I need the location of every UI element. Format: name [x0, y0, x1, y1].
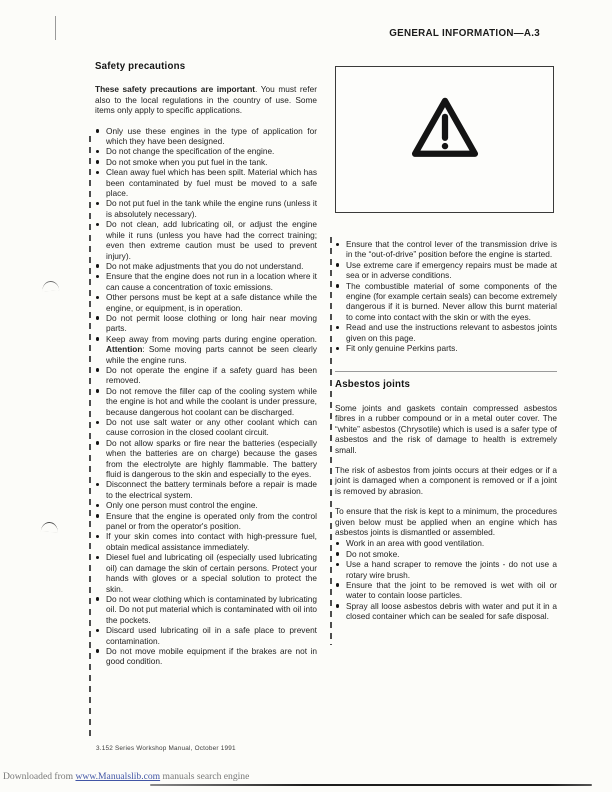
scan-edge-line: [150, 784, 592, 786]
list-item: Discard used lubricating oil in a safe place to prevent contamination.: [95, 625, 317, 646]
left-column: [95, 62, 317, 667]
page-header-title: GENERAL INFORMATION—A.3: [389, 28, 540, 39]
list-item: Do not smoke when you put fuel in the tank.: [95, 157, 317, 167]
list-item: Do not operate the engine if a safety guard has been removed.: [95, 365, 317, 386]
asbestos-joints-heading: Asbestos joints: [335, 379, 411, 391]
list-item: Fit only genuine Perkins parts.: [335, 343, 557, 353]
watermark-suffix: manuals search engine: [160, 771, 250, 782]
warning-triangle-icon: [410, 96, 480, 160]
list-item: Do not make adjustments that you do not understand.: [95, 261, 317, 271]
safety-precautions-heading: Safety precautions: [95, 61, 186, 72]
watermark: [3, 771, 249, 782]
list-item: Disconnect the battery terminals before a repair is made to the electrical system.: [95, 479, 317, 500]
list-item: Do not put fuel in the tank while the engine runs (unless it is absolutely necessary).: [95, 198, 317, 219]
list-item: Do not smoke.: [335, 549, 557, 559]
list-item: Do not use salt water or any other coolant which can cause corrosion in the closed coolant circuit.: [95, 417, 317, 438]
section-divider: [335, 371, 557, 372]
list-item: Work in an area with good ventilation.: [335, 538, 557, 548]
list-item: Use a hand scraper to remove the joints - do not use a rotary wire brush.: [335, 559, 557, 580]
footer-text: 3.152 Series Workshop Manual, October 1991: [96, 745, 236, 752]
list-item: Do not wear clothing which is contaminated by lubricating oil. Do not put material which is contaminated with oil into the pockets.: [95, 594, 317, 625]
list-item: Do not allow sparks or fire near the batteries (especially when the batteries are on charge) because the gases from the electrolyte are highly flammable. The battery fluid is dangerous to the skin and especially to the eyes.: [95, 438, 317, 480]
list-item: Use extreme care if emergency repairs must be made at sea or in adverse conditions.: [335, 260, 557, 281]
asbestos-paragraph-1: Some joints and gaskets contain compressed asbestos fibres in a rubber compound or in a metal outer cover. The “white” asbestos (Chrysotile) which is used is a safer type of asbestos and the risk of damage to health is extremely small.: [335, 402, 557, 455]
transmission-bullet-list: [335, 239, 557, 353]
safety-bullet-list: [95, 126, 317, 667]
list-item: Do not remove the filler cap of the cooling system while the engine is hot and while the coolant is under pressure, because dangerous hot coolant can be discharged.: [95, 386, 317, 417]
list-item: Only one person must control the engine.: [95, 500, 317, 510]
list-item: Only use these engines in the type of application for which they have been designed.: [95, 126, 317, 147]
safety-intro-paragraph: These safety precautions are important. You must refer also to the local regulations in the country of use. Some items only apply to specific applications.: [95, 84, 317, 116]
scan-artifact-mark: [41, 522, 59, 533]
list-item: Do not change the specification of the engine.: [95, 146, 317, 156]
list-item: Ensure that the engine does not run in a location where it can cause a concentration of toxic emissions.: [95, 271, 317, 292]
list-item: Other persons must be kept at a safe distance while the engine, or equipment, is in operation.: [95, 292, 317, 313]
list-item: If your skin comes into contact with high-pressure fuel, obtain medical assistance immediately.: [95, 531, 317, 552]
watermark-link[interactable]: www.Manualslib.com: [75, 771, 161, 782]
asbestos-bullet-list: [335, 538, 557, 621]
list-item: Ensure that the joint to be removed is wet with oil or water to contain loose particles.: [335, 580, 557, 601]
list-item: Clean away fuel which has been spilt. Material which has been contaminated by fuel must be moved to a safe place.: [95, 167, 317, 198]
scan-artifact-tick: [55, 16, 56, 40]
list-item: Diesel fuel and lubricating oil (especially used lubricating oil) can damage the skin of certain persons. Protect your hands with gloves or a special solution to protect the skin.: [95, 552, 317, 594]
asbestos-paragraph-2: The risk of asbestos from joints occurs at their edges or if a joint is damaged when a component is removed or if a joint is removed by abrasion.: [335, 464, 557, 496]
list-item: Do not permit loose clothing or long hair near moving parts.: [95, 313, 317, 334]
list-item: Spray all loose asbestos debris with water and put it in a closed container which can be sealed for safe disposal.: [335, 601, 557, 622]
list-item: Ensure that the engine is operated only from the control panel or from the operator's position.: [95, 511, 317, 532]
scan-artifact-mark: [42, 280, 60, 291]
warning-box: [335, 66, 554, 213]
list-item: Read and use the instructions relevant to asbestos joints given on this page.: [335, 322, 557, 343]
change-bar-left: [89, 136, 91, 737]
right-column: [335, 66, 557, 622]
list-item: Do not move mobile equipment if the brakes are not in good condition.: [95, 646, 317, 667]
list-item: Do not clean, add lubricating oil, or adjust the engine while it runs (unless you have had the correct training; even then extreme caution must be used to prevent injury).: [95, 219, 317, 261]
list-item: Ensure that the control lever of the transmission drive is in the “out-of-drive” position before the engine is started.: [335, 239, 557, 260]
list-item: Keep away from moving parts during engine operation. Attention: Some moving parts cannot be seen clearly while the engine runs.: [95, 334, 317, 365]
watermark-prefix: Downloaded from: [3, 771, 76, 782]
list-item: The combustible material of some components of the engine (for example certain seals) can become extremely dangerous if it is burned. Never allow this burnt material to come into contact with the skin or with the eyes.: [335, 281, 557, 323]
change-bar-right: [330, 237, 332, 645]
asbestos-paragraph-3: To ensure that the risk is kept to a minimum, the procedures given below must be applied when an engine which has asbestos joints is dismantled or assembled.: [335, 506, 557, 537]
